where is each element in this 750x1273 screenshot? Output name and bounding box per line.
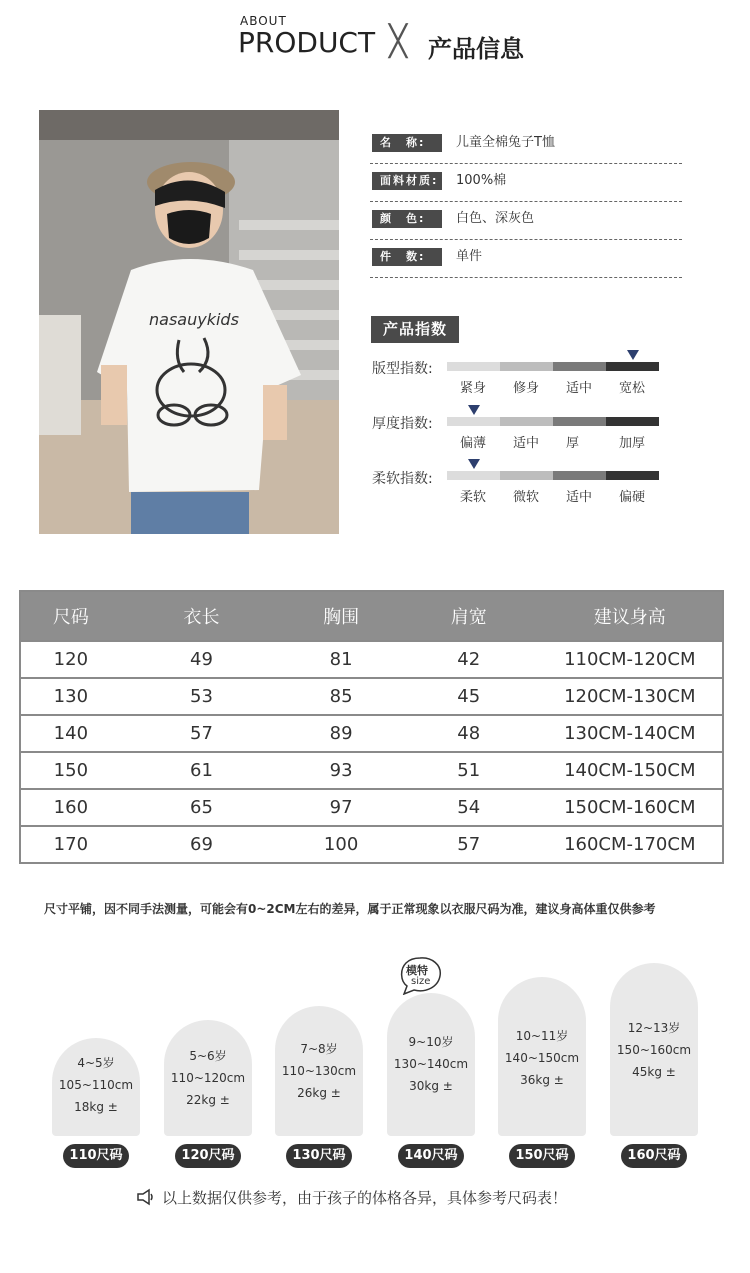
model-illustration (39, 110, 339, 534)
table-cell: 49 (190, 649, 213, 670)
table-row (21, 677, 722, 714)
table-row (21, 640, 722, 677)
thickness-index-bar (447, 417, 659, 426)
fit-index-bar (447, 362, 659, 371)
bar-segment (500, 471, 553, 480)
card-weight: 26kg ± (297, 1086, 341, 1100)
table-cell: 97 (329, 797, 353, 818)
card-weight: 18kg ± (74, 1100, 118, 1114)
header-chest: 胸围 (323, 607, 360, 628)
size-card-120 (164, 1020, 252, 1136)
table-cell: 42 (457, 649, 481, 670)
option-label: 修身 (513, 381, 540, 396)
card-weight: 30kg ± (409, 1079, 453, 1093)
spec-value: 100%棉 (456, 173, 507, 188)
card-age: 7~8岁 (300, 1042, 338, 1056)
size-pill-150: 150尺码 (509, 1144, 575, 1168)
table-row (21, 714, 722, 751)
bar-segment (447, 362, 500, 371)
table-cell: 57 (190, 723, 213, 744)
table-cell: 89 (329, 723, 353, 744)
card-height: 130~140cm (393, 1057, 469, 1071)
table-cell: 110CM-120CM (564, 649, 696, 670)
size-pill-160: 160尺码 (621, 1144, 687, 1168)
card-weight: 22kg ± (186, 1093, 230, 1107)
table-cell: 69 (190, 834, 213, 855)
table-cell: 53 (190, 686, 213, 707)
card-age: 9~10岁 (408, 1035, 454, 1049)
product-heading: PRODUCT (238, 26, 376, 59)
table-cell: 57 (457, 834, 481, 855)
card-weight: 45kg ± (632, 1065, 676, 1079)
table-cell: 85 (329, 686, 353, 707)
header-length: 衣长 (183, 607, 220, 628)
bar-segment (500, 362, 553, 371)
bar-segment (553, 362, 606, 371)
spec-row-pieces (370, 240, 682, 278)
table-row (21, 788, 722, 825)
measurement-note: 尺寸平铺，因不同手法测量，可能会有0~2CM左右的差异，属于正常现象以衣服尺码为准，建议身高体重仅供参考 (44, 902, 656, 916)
table-cell: 120 (53, 649, 89, 670)
header-shoulder: 肩宽 (450, 607, 487, 628)
option-label: 紧身 (460, 381, 487, 396)
option-label: 适中 (566, 490, 593, 505)
option-label: 偏薄 (460, 436, 487, 451)
size-pill-140: 140尺码 (398, 1144, 464, 1168)
cross-icon: ╳ (389, 24, 408, 59)
spec-row-material (370, 164, 682, 202)
card-age: 5~6岁 (189, 1049, 227, 1063)
bar-segment (553, 471, 606, 480)
size-pill-120: 120尺码 (175, 1144, 241, 1168)
thickness-index-label: 厚度指数: (372, 416, 433, 432)
option-label: 加厚 (619, 436, 646, 451)
thickness-index-options (450, 432, 662, 451)
table-cell: 65 (190, 797, 213, 818)
header-size: 尺码 (52, 607, 89, 628)
table-cell: 140 (53, 723, 89, 744)
table-cell: 45 (457, 686, 481, 707)
header-height: 建议身高 (593, 607, 666, 628)
fit-index-options (450, 377, 662, 396)
table-cell: 93 (329, 760, 353, 781)
tshirt-print-text: nasauykids (149, 310, 239, 329)
spec-value: 白色、深灰色 (456, 211, 535, 226)
bar-segment (447, 417, 500, 426)
table-cell: 54 (457, 797, 481, 818)
card-weight: 36kg ± (520, 1073, 564, 1087)
card-age: 4~5岁 (77, 1056, 115, 1070)
fit-index-marker-icon (627, 350, 639, 360)
table-cell: 120CM-130CM (564, 686, 696, 707)
option-label: 偏硬 (619, 490, 646, 505)
size-table (19, 590, 724, 864)
product-info-title: 产品信息 (428, 35, 524, 63)
card-height: 110~120cm (170, 1071, 246, 1085)
size-card-160 (610, 963, 698, 1136)
spec-key: 名 称: (372, 134, 442, 152)
card-age: 12~13岁 (627, 1021, 681, 1035)
bar-segment (500, 417, 553, 426)
softness-index-marker-icon (468, 459, 480, 469)
table-cell: 150 (53, 760, 89, 781)
table-cell: 48 (457, 723, 481, 744)
option-label: 厚 (566, 436, 580, 451)
option-label: 微软 (513, 490, 540, 505)
bar-segment (606, 417, 659, 426)
table-cell: 160 (53, 797, 89, 818)
thickness-index-marker-icon (468, 405, 480, 415)
table-cell: 170 (53, 834, 89, 855)
badge-line2: size (411, 976, 431, 987)
table-row (21, 751, 722, 788)
table-cell: 150CM-160CM (564, 797, 696, 818)
table-cell: 100 (323, 834, 359, 855)
option-label: 柔软 (460, 490, 487, 505)
spec-key: 颜 色: (372, 210, 442, 228)
size-pill-110: 110尺码 (63, 1144, 129, 1168)
softness-index-options (450, 486, 662, 505)
softness-index-label: 柔软指数: (372, 471, 433, 487)
spec-key: 件 数: (372, 248, 442, 266)
card-age: 10~11岁 (515, 1029, 569, 1043)
spec-value: 儿童全棉兔子T恤 (456, 135, 555, 150)
badge-line1: 模特 (406, 964, 428, 977)
megaphone-icon (136, 1188, 156, 1210)
table-cell: 140CM-150CM (564, 760, 696, 781)
fit-index-label: 版型指数: (372, 361, 433, 377)
card-height: 105~110cm (58, 1078, 134, 1092)
table-cell: 160CM-170CM (564, 834, 696, 855)
spec-value: 单件 (456, 249, 483, 264)
about-label: ABOUT (240, 14, 287, 28)
table-header (21, 592, 722, 640)
option-label: 宽松 (619, 381, 646, 396)
table-row (21, 825, 722, 862)
bar-segment (606, 471, 659, 480)
bar-segment (553, 417, 606, 426)
size-card-140 (387, 993, 475, 1136)
option-label: 适中 (566, 381, 593, 396)
table-cell: 81 (329, 649, 353, 670)
spec-key: 面料材质: (372, 172, 442, 190)
product-index-title: 产品指数 (371, 316, 459, 343)
bar-segment (447, 471, 500, 480)
footer-note: 以上数据仅供参考，由于孩子的体格各异，具体参考尺码表！ (162, 1189, 568, 1207)
card-height: 150~160cm (616, 1043, 692, 1057)
size-card-150 (498, 977, 586, 1136)
spec-row-color (370, 202, 682, 240)
card-height: 140~150cm (504, 1051, 580, 1065)
table-cell: 130CM-140CM (564, 723, 696, 744)
softness-index-bar (447, 471, 659, 480)
product-photo (39, 110, 339, 534)
model-size-badge-icon (398, 955, 444, 995)
size-card-130 (275, 1006, 363, 1136)
size-card-110 (52, 1038, 140, 1136)
size-pill-130: 130尺码 (286, 1144, 352, 1168)
table-cell: 51 (457, 760, 481, 781)
option-label: 适中 (513, 436, 540, 451)
table-cell: 130 (53, 686, 89, 707)
card-height: 110~130cm (281, 1064, 357, 1078)
table-cell: 61 (190, 760, 213, 781)
bar-segment (606, 362, 659, 371)
spec-row-name (370, 126, 682, 164)
